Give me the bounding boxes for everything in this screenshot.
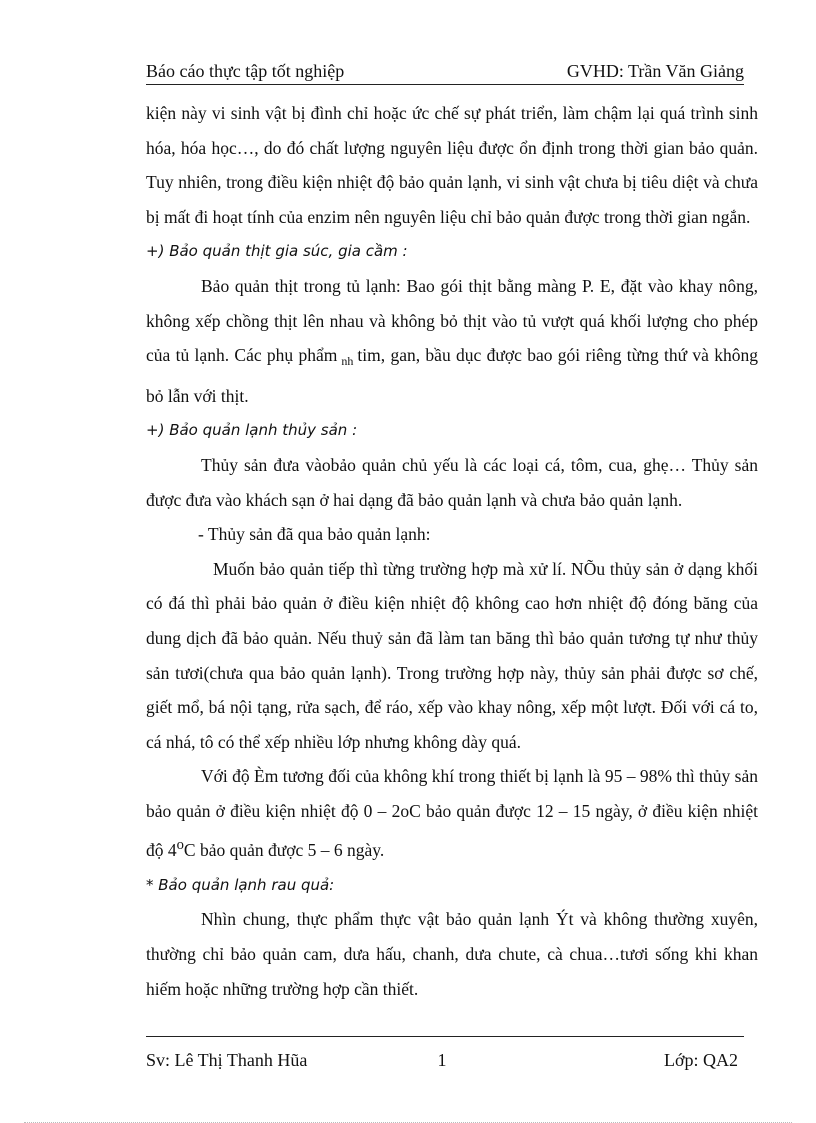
section-heading-seafood: +) Bảo quản lạnh thủy sản :: [146, 421, 358, 440]
paragraph-meat-text-b: tim, gan, bầu dục được bao gói riêng từng thứ và không bỏ lẫn với thịt.: [146, 345, 758, 406]
section-heading-meat: +) Bảo quản thịt gia súc, gia cầm :: [146, 242, 408, 261]
paragraph-seafood-intro: Thủy sản đưa vàobảo quản chủ yếu là các loại cá, tôm, cua, ghẹ… Thủy sản được đưa vào khách sạn ở hai dạng đã bảo quản lạnh và chưa bảo quản lạnh.: [146, 454, 758, 510]
page-footer: [146, 1050, 738, 1071]
paragraph-produce: Nhìn chung, thực phẩm thực vật bảo quản lạnh Ýt và không thường xuyên, thường chỉ bảo quản cam, dưa hấu, chanh, dưa chute, cà chua…tươi sống khi khan hiếm hoặc những trường hợp cần thiết.: [146, 909, 758, 999]
document-body: [146, 96, 758, 1006]
page-number: 1: [437, 1050, 447, 1070]
paragraph-meat-text-a: Bảo quản thịt trong tủ lạnh: Bao gói thịt bằng màng P. E, đặt vào khay nông, không xếp chồng thịt lên nhau và không bỏ thịt vào tủ vượt quá khối lượng cho phép của tủ lạnh. Các phụ phẩm: [146, 275, 758, 366]
bullet-frozen-seafood: - Thủy sản đã qua bảo quản lạnh:: [198, 524, 431, 545]
footer-class: Lớp: QA2: [663, 1050, 738, 1070]
section-heading-produce: * Bảo quản lạnh rau quả:: [146, 875, 335, 894]
footer-divider: [146, 1036, 744, 1037]
paragraph-humidity-text-b: C bảo quản được 5 – 6 ngày.: [183, 840, 385, 861]
paragraph-meat-storage: [146, 269, 758, 413]
header-title: Báo cáo thực tập tốt nghiệp: [146, 61, 345, 81]
subscript-text: nh: [341, 354, 354, 369]
degree-superscript: o: [176, 837, 184, 854]
header-advisor: GVHD: Trần Văn Giảng: [566, 61, 744, 81]
page-header: [146, 52, 744, 85]
paragraph-humidity: [146, 759, 758, 868]
footer-student: Sv: Lê Thị Thanh Hũa: [146, 1050, 308, 1070]
paragraph-humidity-text-a: Với độ Èm tương đối của không khí trong thiết bị lạnh là 95 – 98% thì thủy sản bảo quản ở điều kiện nhiệt độ 0 – 2oC bảo quản được 12 – 15 ngày, ở điều kiện nhiệt độ 4: [146, 766, 758, 861]
paragraph-continuation: kiện này vi sinh vật bị đình chỉ hoặc ức chế sự phát triển, làm chậm lại quá trình sinh hóa, hóa học…, do đó chất lượng nguyên liệu được ổn định trong thời gian bảo quản. Tuy nhiên, trong điều kiện nhiệt độ bảo quản lạnh, vi sinh vật chưa bị tiêu diệt và chưa bị mất đi hoạt tính của enzim nên nguyên liệu chỉ bảo quản được trong thời gian ngắn.: [146, 103, 758, 227]
paragraph-frozen-handling: Muốn bảo quản tiếp thì từng trường hợp mà xử lí. NÕu thủy sản ở dạng khối có đá thì phải bảo quản ở điều kiện nhiệt độ không cao hơn nhiệt độ đóng băng của dung dịch đã bảo quản. Nếu thuỷ sản đã làm tan băng thì bảo quản tương tự như thủy sản tươi(chưa qua bảo quản lạnh). Trong trường hợp này, thủy sản phải được sơ chế, giết mổ, bá nội tạng, rửa sạch, để ráo, xếp vào khay nông, xếp một lượt. Đối với cá to, cá nhá, tô có thể xếp nhiều lớp nhưng không dày quá.: [146, 558, 758, 752]
